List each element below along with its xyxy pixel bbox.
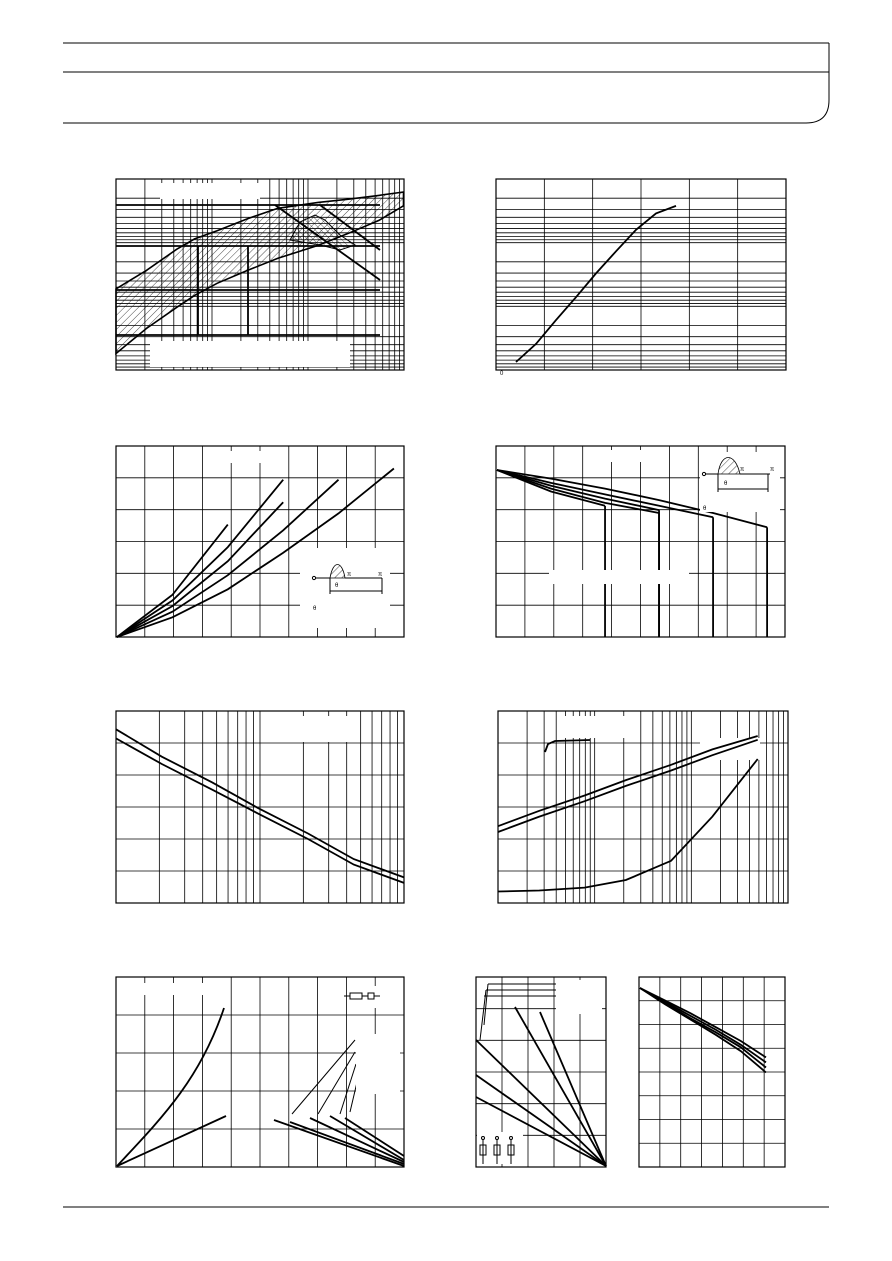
chart-7-series-line [117, 1116, 226, 1166]
chart-1 [116, 179, 404, 370]
header-block [63, 43, 829, 123]
chart-3-label-box [210, 451, 270, 463]
waveform-theta-label: θ [313, 606, 317, 612]
waveform-2pi: π [378, 572, 383, 578]
waveform-2pi: π [770, 467, 775, 473]
chart-9 [639, 977, 785, 1167]
chart-7-label-box [356, 1034, 400, 1094]
chart-1-label-box [150, 341, 350, 367]
chart-7-series-line [345, 1118, 404, 1156]
chart-8-label-box [556, 980, 602, 1014]
chart-2-axis-mark: 0 [500, 371, 504, 377]
chart-4 [496, 446, 785, 637]
chart-6-series-line [498, 740, 758, 832]
chart-1-label-box [160, 183, 260, 199]
chart-6 [498, 711, 788, 903]
chart-7-leader-line [292, 1040, 355, 1114]
header-bottom-rule [63, 100, 829, 123]
chart-2 [496, 179, 786, 377]
chart-8 [476, 977, 606, 1167]
chart-3-inset-box [300, 548, 390, 628]
chart-7-series-line [310, 1118, 404, 1162]
waveform-theta: θ [335, 583, 339, 589]
chart-7 [116, 977, 404, 1167]
chart-2-series-line [516, 206, 676, 362]
chart-5 [116, 711, 404, 903]
waveform-pi: π [347, 572, 352, 578]
chart-7-series-line [290, 1122, 404, 1164]
chart-6-label-box [565, 716, 625, 738]
chart-7-leader-line [340, 1064, 356, 1114]
waveform-theta: θ [724, 481, 728, 487]
waveform-pi: π [740, 467, 745, 473]
chart-4-label-box [549, 570, 689, 584]
waveform-theta-label: θ [703, 506, 707, 512]
chart-3 [116, 446, 404, 637]
chart-4-label-box [600, 450, 660, 462]
chart-5-label-box [288, 716, 348, 742]
chart-6-series-line [545, 740, 590, 752]
chart-7-label-box [130, 983, 210, 995]
